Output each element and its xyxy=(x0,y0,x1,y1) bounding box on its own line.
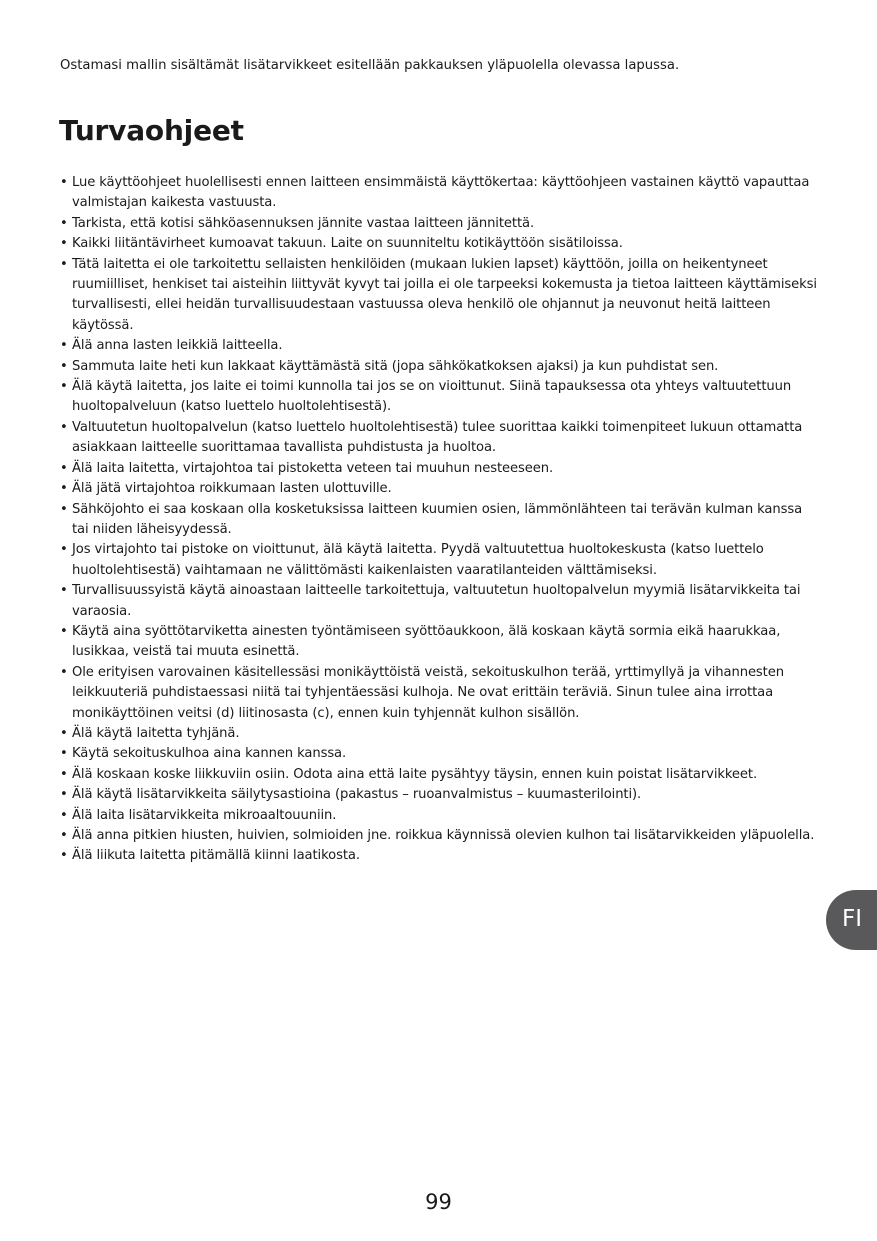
list-item xyxy=(60,663,822,724)
list-item-text: Älä laita lisätarvikkeita mikroaaltouuniin. xyxy=(72,807,337,823)
list-item xyxy=(60,459,822,479)
bullet-icon: • xyxy=(60,542,68,558)
list-item-text: Tätä laitetta ei ole tarkoitettu sellaisten henkilöiden (mukaan lukien lapset) käyttöön, joilla on heikentyneet ruumiilliset, henkiset tai aisteihin liittyvät kyvyt tai joilla ei ole tarpeeksi kokemusta ja tietoa laitteen käyttämiseksi turvallisesti, ellei heidän turvallisuudestaan vastuussa oleva henkilö ole ohjannut ja neuvonut heitä laitteen käytössä. xyxy=(72,256,817,333)
list-item-text: Jos virtajohto tai pistoke on vioittunut, älä käytä laitetta. Pyydä valtuutettua huoltokeskusta (katso luettelo huoltolehtisestä) vaihtamaan ne välittömästi kaikenlaisten vaaratilanteiden välttämiseksi. xyxy=(72,542,764,578)
list-item xyxy=(60,418,822,459)
bullet-icon: • xyxy=(60,460,68,476)
list-item xyxy=(60,479,822,499)
bullet-icon: • xyxy=(60,215,68,231)
list-item xyxy=(60,806,822,826)
list-item xyxy=(60,622,822,663)
list-item xyxy=(60,255,822,337)
list-item-text: Älä anna lasten leikkiä laitteella. xyxy=(72,338,283,354)
list-item xyxy=(60,500,822,541)
list-item-text: Käytä sekoituskulhoa aina kannen kanssa. xyxy=(72,746,347,762)
list-item-text: Älä jätä virtajohtoa roikkumaan lasten ulottuville. xyxy=(72,481,392,497)
list-item xyxy=(60,724,822,744)
language-tab-label: FI xyxy=(842,906,863,932)
language-tab xyxy=(826,890,877,950)
list-item xyxy=(60,785,822,805)
bullet-icon: • xyxy=(60,725,68,741)
list-item xyxy=(60,377,822,418)
list-item-text: Ole erityisen varovainen käsitellessäsi monikäyttöistä veistä, sekoituskulhon terää, yrttimyllyä ja vihannesten leikkuuteriä puhdistaessasi niitä tai tyhjentäessäsi kulhoja. Ne ovat erittäin teräviä. Sinun tulee aina irrottaa monikäyttöinen veitsi (d) liitinosasta (c), ennen kuin tyhjennät kulhon sisällön. xyxy=(72,664,784,721)
list-item-text: Älä käytä laitetta, jos laite ei toimi kunnolla tai jos se on vioittunut. Siinä tapauksessa ota yhteys valtuutettuun huoltopalveluun (katso luettelo huoltolehtisestä). xyxy=(72,379,792,415)
list-item xyxy=(60,540,822,581)
bullet-icon: • xyxy=(60,787,68,803)
list-item-text: Älä käytä laitetta tyhjänä. xyxy=(72,725,240,741)
list-item-text: Tarkista, että kotisi sähköasennuksen jännite vastaa laitteen jännitettä. xyxy=(72,215,535,231)
bullet-icon: • xyxy=(60,807,68,823)
bullet-icon: • xyxy=(60,481,68,497)
bullet-icon: • xyxy=(60,623,68,639)
bullet-icon: • xyxy=(60,379,68,395)
bullet-icon: • xyxy=(60,175,68,190)
bullet-icon: • xyxy=(60,766,68,782)
list-item-text: Älä laita laitetta, virtajohtoa tai pistoketta veteen tai muuhun nesteeseen. xyxy=(72,460,554,476)
safety-instructions-list xyxy=(60,173,822,867)
bullet-icon: • xyxy=(60,419,68,435)
bullet-icon: • xyxy=(60,828,68,843)
list-item xyxy=(60,357,822,377)
list-item-text: Älä anna pitkien hiusten, huivien, solmioiden jne. roikkua käynnissä olevien kulhon tai lisätarvikkeiden yläpuolella. xyxy=(72,828,815,843)
bullet-icon: • xyxy=(60,664,68,680)
list-item xyxy=(60,744,822,764)
bullet-icon: • xyxy=(60,236,68,252)
list-item-text: Sammuta laite heti kun lakkaat käyttämästä sitä (jopa sähkökatkoksen ajaksi) ja kun puhdistat sen. xyxy=(72,358,719,374)
list-item-text: Sähköjohto ei saa koskaan olla kosketuksissa laitteen kuumien osien, lämmönlähteen tai terävän kulman kanssa tai niiden läheisyydessä. xyxy=(72,501,803,537)
list-item xyxy=(60,581,822,622)
bullet-icon: • xyxy=(60,256,68,272)
list-item xyxy=(60,214,822,234)
list-item-text: Turvallisuussyistä käytä ainoastaan laitteelle tarkoitettuja, valtuutetun huoltopalvelun myymiä lisätarvikkeita tai varaosia. xyxy=(72,583,801,619)
list-item xyxy=(60,173,822,214)
list-item xyxy=(60,846,822,866)
bullet-icon: • xyxy=(60,583,68,599)
list-item-text: Käytä aina syöttötarviketta ainesten työntämiseen syöttöaukkoon, älä koskaan käytä sormia eikä haarukkaa, lusikkaa, veistä tai muuta esinettä. xyxy=(72,623,781,660)
list-item-text: Älä liikuta laitetta pitämällä kiinni laatikosta. xyxy=(72,848,360,864)
list-item xyxy=(60,765,822,785)
list-item-text: Lue käyttöohjeet huolellisesti ennen laitteen ensimmäistä käyttökertaa: käyttöohjeen vastainen käyttö vapauttaa valmistajan kaikesta vastuusta. xyxy=(72,175,810,211)
list-item xyxy=(60,826,822,846)
list-item-text: Valtuutetun huoltopalvelun (katso luettelo huoltolehtisestä) tulee suorittaa kaikki toimenpiteet lukuun ottamatta asiakkaan laitteelle suorittamaa tavallista puhdistusta ja huoltoa. xyxy=(72,419,803,456)
list-item xyxy=(60,336,822,356)
bullet-icon: • xyxy=(60,746,68,762)
page-number: 99 xyxy=(425,1190,452,1214)
list-item xyxy=(60,234,822,254)
list-item-text: Kaikki liitäntävirheet kumoavat takuun. Laite on suunniteltu kotikäyttöön sisätiloissa. xyxy=(72,236,623,252)
bullet-icon: • xyxy=(60,501,68,517)
bullet-icon: • xyxy=(60,358,68,374)
bullet-icon: • xyxy=(60,848,68,864)
section-heading: Turvaohjeet xyxy=(59,114,244,147)
bullet-icon: • xyxy=(60,338,68,354)
intro-text: Ostamasi mallin sisältämät lisätarvikkeet esitellään pakkauksen yläpuolella olevassa lapussa. xyxy=(60,58,680,73)
list-item-text: Älä käytä lisätarvikkeita säilytysastioina (pakastus – ruoanvalmistus – kuumasterilointi). xyxy=(72,787,642,803)
list-item-text: Älä koskaan koske liikkuviin osiin. Odota aina että laite pysähtyy täysin, ennen kuin poistat lisätarvikkeet. xyxy=(72,766,758,782)
